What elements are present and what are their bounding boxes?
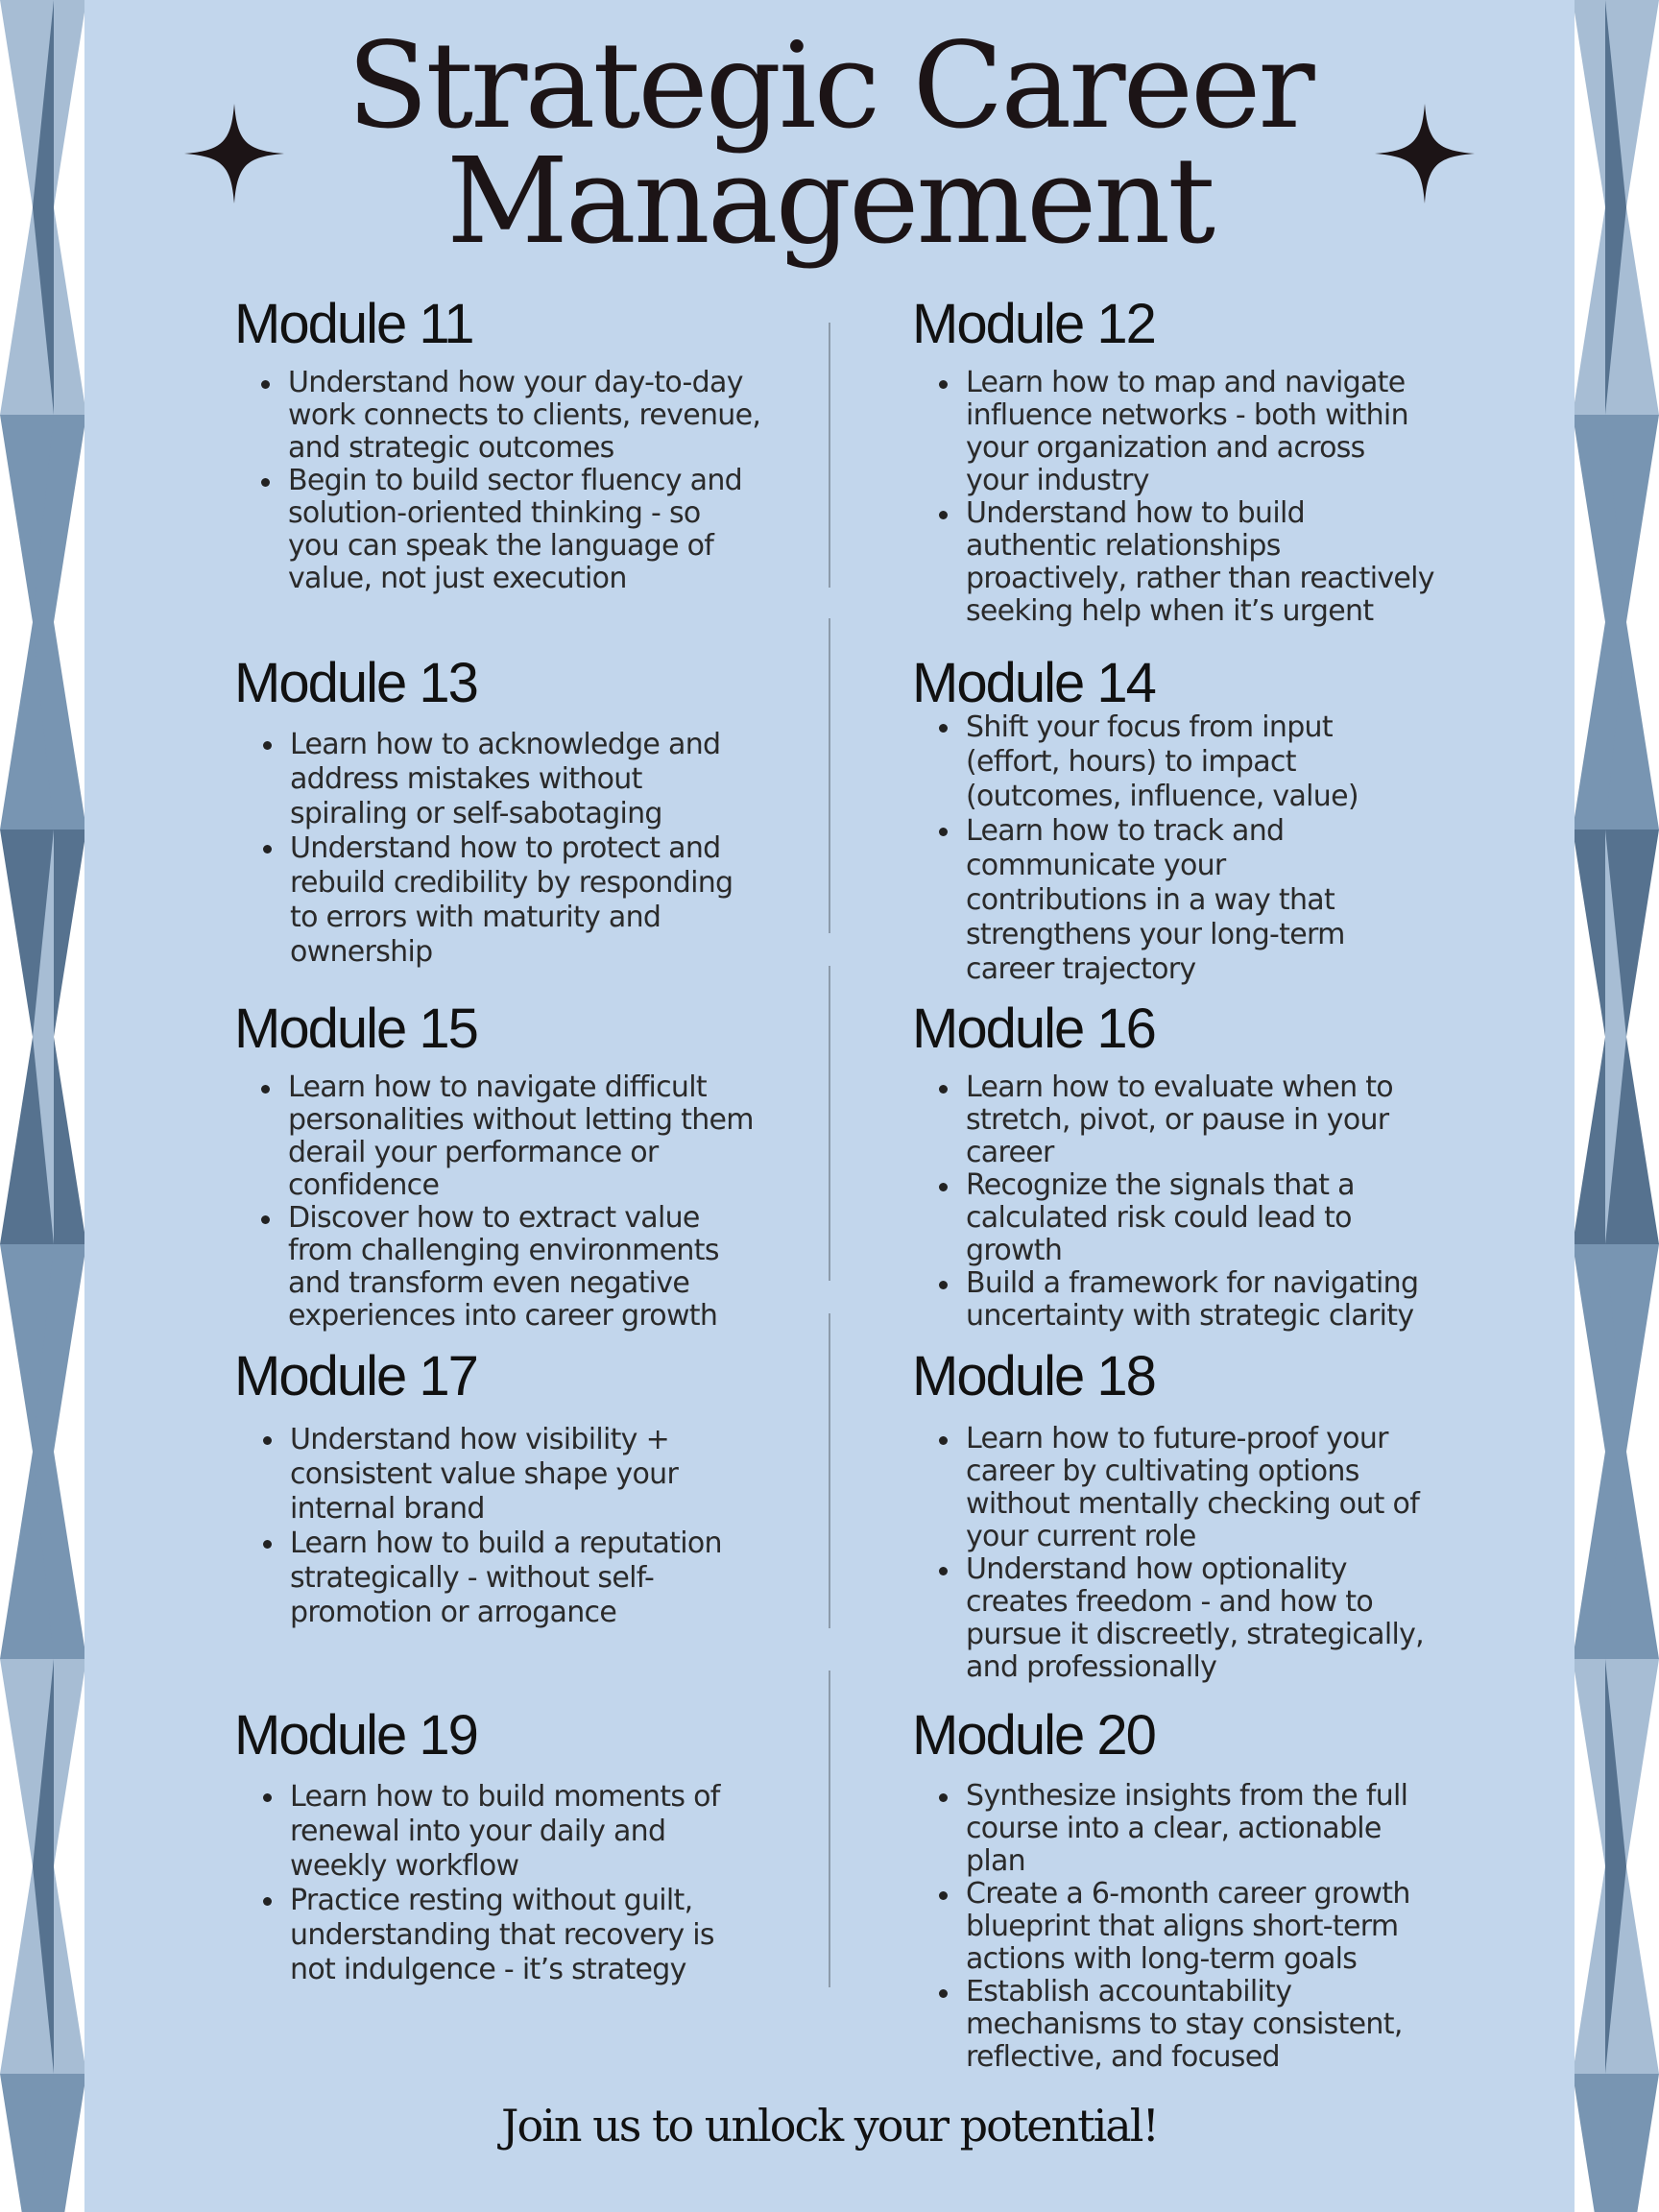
bullet-item: Recognize the signals that a calculated risk could lead to growth xyxy=(966,1169,1527,1267)
bullet-item: Learn how to acknowledge and address mistakes without spiraling or self-sabotaging xyxy=(290,728,849,831)
bullet-list xyxy=(234,367,849,595)
module-13 xyxy=(234,653,849,970)
bullet-item: Begin to build sector fluency and solution-oriented thinking - so you can speak the language of value, not just execution xyxy=(288,465,849,595)
module-title: Module 20 xyxy=(912,1704,1155,1767)
bullet-item: Discover how to extract value from challenging environments and transform even negative experiences into career growth xyxy=(288,1202,849,1333)
module-20 xyxy=(912,1705,1527,2074)
title-line-2: Management xyxy=(445,132,1214,271)
module-title: Module 14 xyxy=(912,652,1155,714)
bullet-item: Synthesize insights from the full course into a clear, actionable plan xyxy=(966,1780,1527,1878)
module-title: Module 15 xyxy=(234,998,477,1060)
module-title: Module 13 xyxy=(234,652,477,714)
bullet-item: Learn how to map and navigate influence networks - both within your organization and across your industry xyxy=(966,367,1527,497)
bullet-list xyxy=(234,1423,849,1630)
module-title: Module 16 xyxy=(912,998,1155,1060)
bullet-item: Understand how optionality creates freedom - and how to pursue it discreetly, strategically, and professionally xyxy=(966,1553,1527,1684)
module-12 xyxy=(912,294,1527,628)
module-16 xyxy=(912,998,1527,1333)
bullet-list xyxy=(234,1071,849,1333)
module-title: Module 17 xyxy=(234,1345,477,1407)
bullet-item: Learn how to future-proof your career by cultivating options without mentally checking out of your current role xyxy=(966,1423,1527,1553)
bullet-item: Understand how to build authentic relationships proactively, rather than reactively seeking help when it’s urgent xyxy=(966,497,1527,628)
bullet-item: Establish accountability mechanisms to stay consistent, reflective, and focused xyxy=(966,1976,1527,2074)
bullet-list xyxy=(912,367,1527,628)
bullet-list xyxy=(912,1780,1527,2074)
title-line-1: Strategic Career xyxy=(347,17,1312,156)
bullet-item: Understand how your day-to-day work connects to clients, revenue, and strategic outcomes xyxy=(288,367,849,465)
bullet-item: Learn how to track and communicate your contributions in a way that strengthens your long-term career trajectory xyxy=(966,814,1527,987)
left-diamond-border xyxy=(0,0,86,2212)
bullet-item: Build a framework for navigating uncertainty with strategic clarity xyxy=(966,1267,1527,1333)
bullet-item: Understand how to protect and rebuild credibility by responding to errors with maturity and ownership xyxy=(290,831,849,970)
module-15 xyxy=(234,998,849,1333)
bullet-item: Learn how to build a reputation strategically - without self- promotion or arrogance xyxy=(290,1527,849,1630)
bullet-item: Create a 6-month career growth blueprint that aligns short-term actions with long-term goals xyxy=(966,1878,1527,1976)
module-title: Module 12 xyxy=(912,293,1155,355)
bullet-item: Practice resting without guilt, understanding that recovery is not indulgence - it’s strategy xyxy=(290,1884,849,1987)
bullet-item: Shift your focus from input (effort, hours) to impact (outcomes, influence, value) xyxy=(966,710,1527,814)
bullet-item: Learn how to navigate difficult personalities without letting them derail your performance or confidence xyxy=(288,1071,849,1202)
right-sparkle-icon xyxy=(1375,102,1475,205)
bullet-list xyxy=(912,1071,1527,1333)
bullet-list xyxy=(234,728,849,970)
right-diamond-border xyxy=(1573,0,1659,2212)
module-11 xyxy=(234,294,849,595)
bullet-item: Learn how to build moments of renewal into your daily and weekly workflow xyxy=(290,1780,849,1884)
bullet-list xyxy=(912,710,1527,987)
bullet-list xyxy=(912,1423,1527,1684)
module-title: Module 18 xyxy=(912,1345,1155,1407)
bullet-item: Learn how to evaluate when to stretch, pivot, or pause in your career xyxy=(966,1071,1527,1169)
footer-tagline: Join us to unlock your potential! xyxy=(501,2100,1158,2152)
module-17 xyxy=(234,1346,849,1630)
module-title: Module 19 xyxy=(234,1704,477,1767)
bullet-item: Understand how visibility + consistent value shape your internal brand xyxy=(290,1423,849,1527)
module-18 xyxy=(912,1346,1527,1684)
module-title: Module 11 xyxy=(234,293,473,355)
left-sparkle-icon xyxy=(184,102,284,205)
module-14 xyxy=(912,653,1527,987)
bullet-list xyxy=(234,1780,849,1987)
module-19 xyxy=(234,1705,849,1987)
